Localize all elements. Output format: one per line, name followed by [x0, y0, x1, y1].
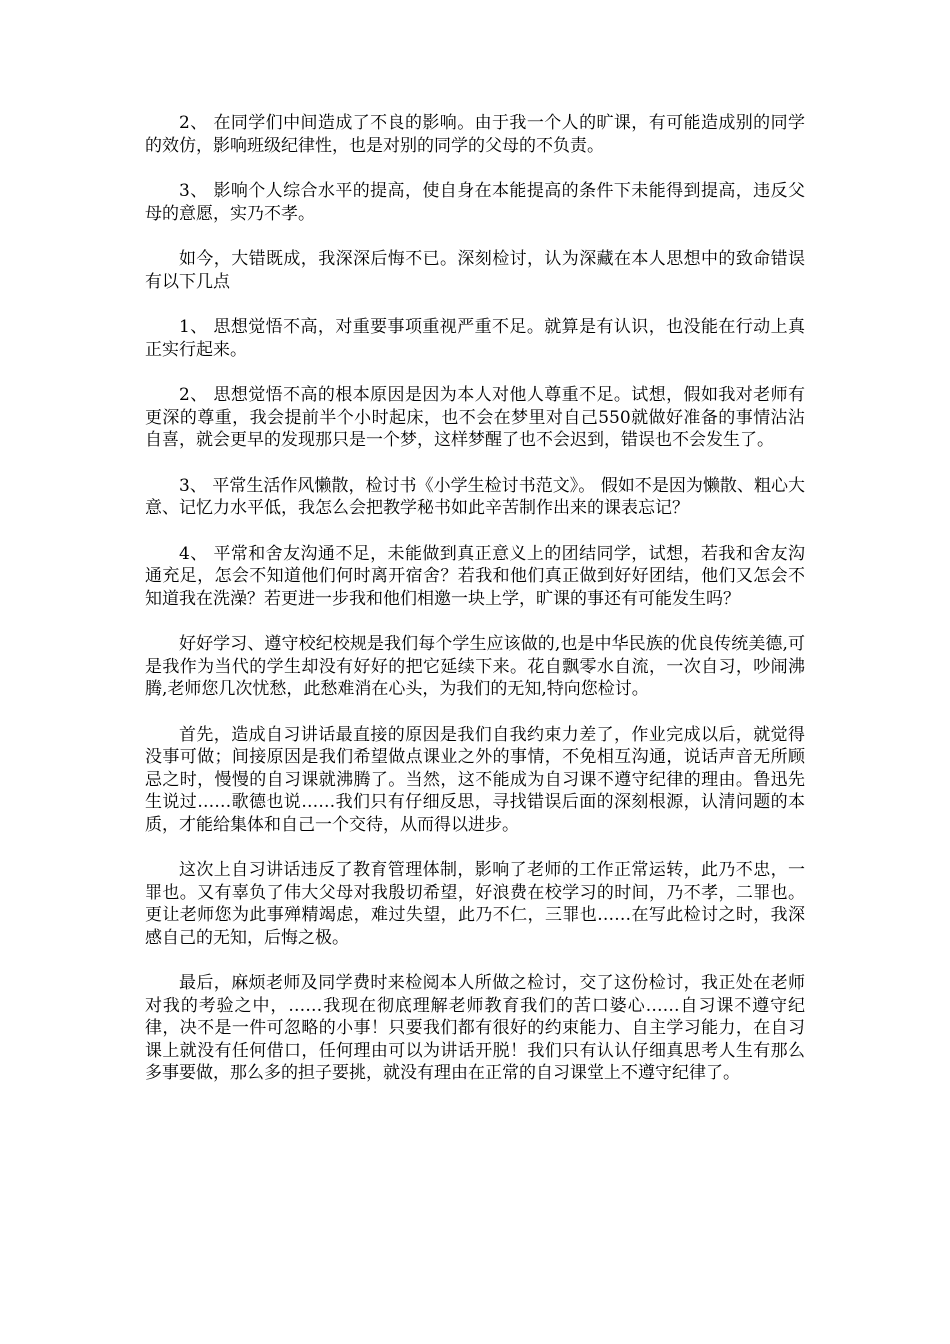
paragraph-2: 3、 影响个人综合水平的提高，使自身在本能提高的条件下未能得到提高，违反父母的意愿，实乃不孝。	[145, 181, 805, 224]
paragraph-5: 2、 思想觉悟不高的根本原因是因为本人对他人尊重不足。试想，假如我对老师有更深的尊重，我会提前半个小时起床，也不会在梦里对自己550就做好准备的事情沾沾自喜，就会更早的发现那只是一个梦，这样梦醒了也不会迟到，错误也不会发生了。	[145, 385, 805, 450]
paragraph-7: 4、 平常和舍友沟通不足，未能做到真正意义上的团结同学，试想，若我和舍友沟通充足，怎会不知道他们何时离开宿舍？若我和他们真正做到好好团结，他们又怎会不知道我在洗澡？若更进一步我和他们相邀一块上学，旷课的事还有可能发生吗？	[145, 543, 805, 609]
paragraph-4: 1、 思想觉悟不高，对重要事项重视严重不足。就算是有认识，也没能在行动上真正实行起来。	[145, 317, 805, 360]
paragraph-9: 首先，造成自习讲话最直接的原因是我们自我约束力差了，作业完成以后，就觉得没事可做；间接原因是我们希望做点课业之外的事情，不免相互沟通，说话声音无所顾忌之时，慢慢的自习课就沸腾了。当然，这不能成为自习课不遵守纪律的理由。鲁迅先生说过……歌德也说……我们只有仔细反思，寻找错误后面的深刻根源，认清问题的本质，才能给集体和自己一个交待，从而得以进步。	[145, 724, 805, 835]
paragraph-3: 如今，大错既成，我深深后悔不已。深刻检讨，认为深藏在本人思想中的致命错误有以下几点	[145, 249, 805, 292]
paragraph-1: 2、 在同学们中间造成了不良的影响。由于我一个人的旷课，有可能造成别的同学的效仿，影响班级纪律性，也是对别的同学的父母的不负责。	[145, 113, 805, 156]
paragraph-11: 最后，麻烦老师及同学费时来检阅本人所做之检讨，交了这份检讨，我正处在老师对我的考验之中，……我现在彻底理解老师教育我们的苦口婆心……自习课不遵守纪律，决不是一件可忽略的小事！只要我们都有很好的约束能力、自主学习能力，在自习课上就没有任何借口，任何理由可以为讲话开脱！我们只有认认仔细真思考人生有那么多事要做，那么多的担子要挑，就没有理由在正常的自习课堂上不遵守纪律了。	[145, 973, 805, 1083]
paragraph-6: 3、 平常生活作风懒散，检讨书《小学生检讨书范文》。 假如不是因为懒散、粗心大意、记忆力水平低，我怎么会把教学秘书如此辛苦制作出来的课表忘记？	[145, 475, 805, 518]
paragraph-10: 这次上自习讲话违反了教育管理体制，影响了老师的工作正常运转，此乃不忠，一罪也。又有辜负了伟大父母对我殷切希望，好浪费在校学习的时间，乃不孝，二罪也。 更让老师您为此事殚精竭虑，难过失望，此乃不仁，三罪也……在写此检讨之时，我深感自己的无知，后悔之极。	[145, 860, 805, 948]
paragraph-8: 好好学习、遵守校纪校规是我们每个学生应该做的,也是中华民族的优良传统美德,可是我作为当代的学生却没有好好的把它延续下来。花自飘零水自流，一次自习，吵闹沸腾,老师您几次忧愁，此愁难消在心头，为我们的无知,特向您检讨。	[145, 634, 805, 699]
document-page	[145, 112, 805, 1108]
